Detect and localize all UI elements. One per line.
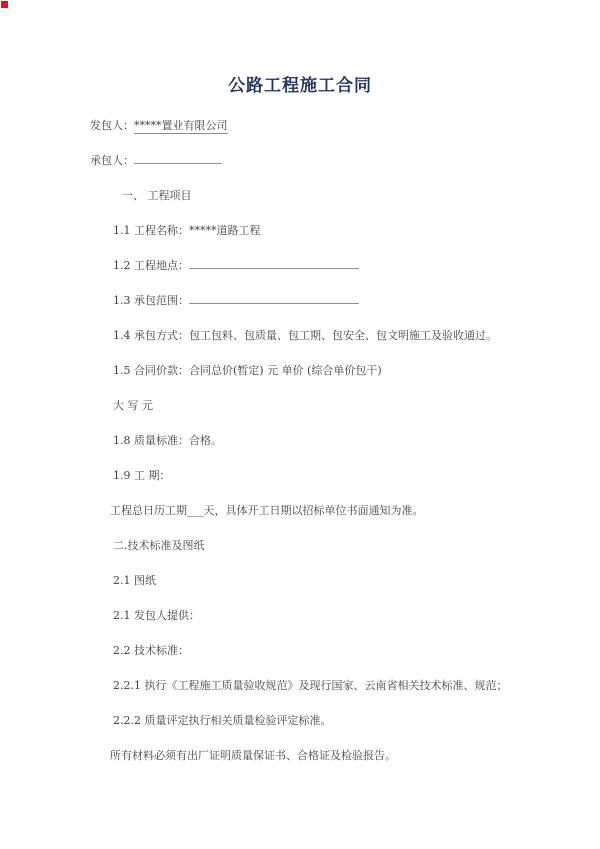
- clause-1-1: 1.1 工程名称：*****道路工程: [113, 224, 261, 237]
- clause-1-2-label: 1.2 工程地点：: [113, 259, 189, 272]
- clause-1-9: 1.9 工 期：: [113, 469, 171, 482]
- party-b-blank: [134, 152, 222, 164]
- clause-1-2: [113, 256, 510, 276]
- clause-2-1-provided: 2.1 发包人提供：: [113, 609, 200, 622]
- party-a-line: [90, 116, 510, 136]
- materials-note: 所有材料必须有出厂证明质量保证书、合格证及检验报告。: [110, 749, 396, 762]
- party-b-line: [90, 151, 510, 171]
- clause-2-2: 2.2 技术标准：: [113, 644, 189, 657]
- amount-in-words-line: 大 写 元: [113, 399, 153, 412]
- clause-1-3-blank: [189, 292, 359, 304]
- clause-2-2-1: 2.2.1 执行《工程施工质量验收规范》及现行国家、云南省相关技术标准、规范；: [113, 679, 508, 692]
- party-a-value: *****置业有限公司: [134, 119, 228, 132]
- section-2-heading: 二.技术标准及图纸: [113, 539, 205, 552]
- clause-1-8: 1.8 质量标准：合格。: [113, 434, 222, 447]
- clause-1-4: 1.4 承包方式：包工包料、包质量、包工期、包安全、包文明施工及验收通过。: [113, 329, 497, 342]
- clause-2-2-2: 2.2.2 质量评定执行相关质量检验评定标准。: [113, 714, 332, 727]
- clause-1-3-label: 1.3 承包范围：: [113, 294, 189, 307]
- clause-2-1-drawings: 2.1 图纸: [113, 574, 156, 587]
- clause-1-5: 1.5 合同价款：合同总价(暂定) 元 单价 (综合单价包干): [113, 364, 382, 377]
- party-a-label: 发包人：: [90, 119, 134, 132]
- contract-title: 公路工程施工合同: [228, 76, 372, 96]
- section-1-heading: 一、 工程项目: [122, 189, 192, 202]
- clause-1-3: [113, 291, 510, 311]
- party-b-label: 承包人：: [90, 154, 134, 167]
- corner-marker: [1, 1, 8, 8]
- clause-1-2-blank: [189, 257, 359, 269]
- duration-note: 工程总日历工期___天，具体开工日期以招标单位书面通知为准。: [110, 504, 424, 517]
